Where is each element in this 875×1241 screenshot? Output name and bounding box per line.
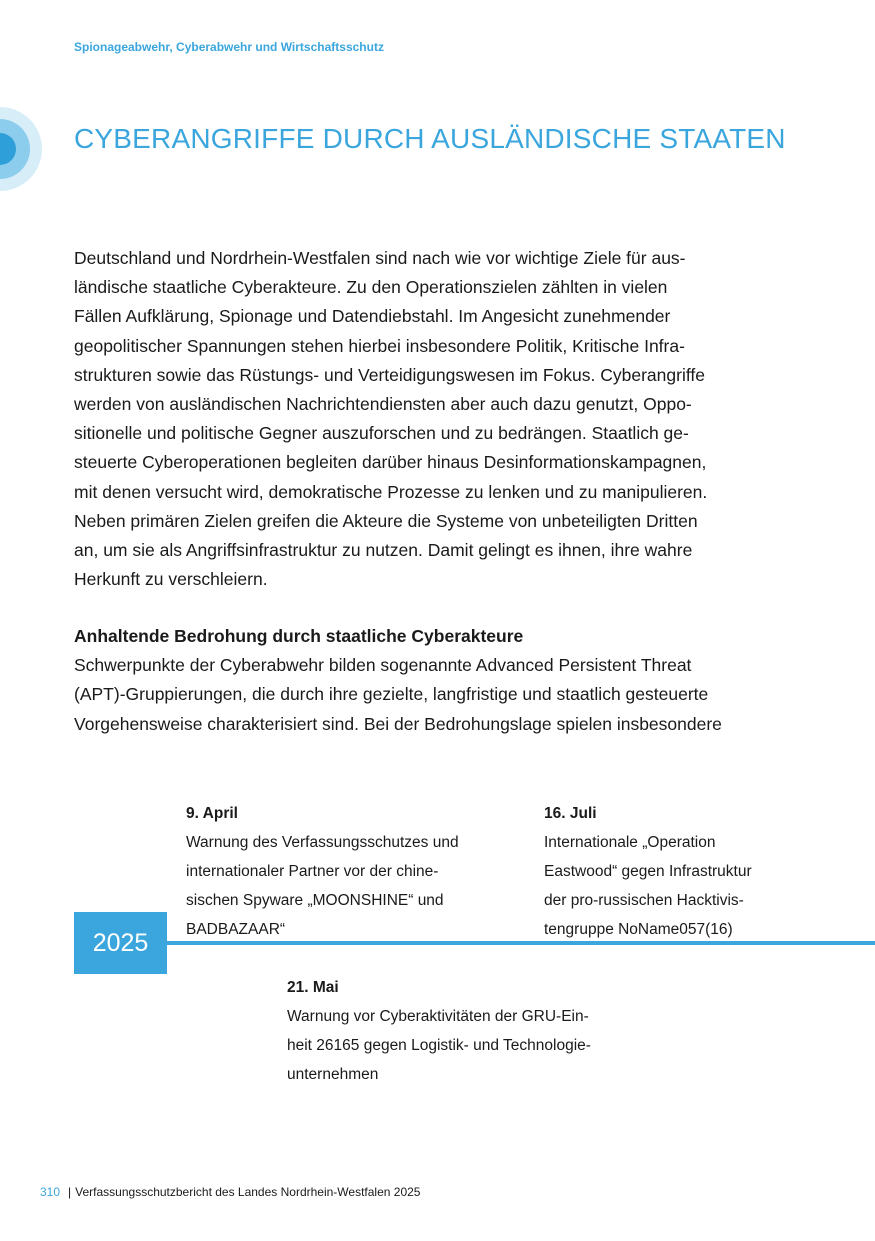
text-line: an, um sie als Angriffsinfrastruktur zu nutzen. Damit gelingt es ihnen, ihre wahre (74, 540, 693, 561)
event-line: sischen Spyware „MOONSHINE“ und (186, 892, 444, 909)
timeline-event-may (287, 973, 647, 1089)
text-line: Schwerpunkte der Cyberabwehr bilden sogenannte Advanced Persistent Threat (74, 655, 692, 676)
page-number: 310 (40, 1185, 61, 1199)
text-line: mit denen versucht wird, demokratische Prozesse zu lenken und zu manipulieren. (74, 481, 708, 502)
section-heading: Anhaltende Bedrohung durch staatliche Cyberakteure (74, 626, 524, 646)
timeline-event-april (186, 799, 516, 944)
intro-paragraph (74, 244, 814, 594)
event-line: tengruppe NoName057(16) (544, 921, 733, 938)
text-line: Vorgehensweise charakterisiert sind. Bei der Bedrohungslage spielen insbesondere (74, 713, 722, 734)
text-line: sitionelle und politische Gegner auszuforschen und zu bedrängen. Staatlich ge- (74, 423, 689, 444)
section-apt-threat (74, 622, 814, 739)
event-line: Eastwood“ gegen Infrastruktur (544, 863, 752, 880)
text-line: ländische staatliche Cyberakteure. Zu den Operationszielen zählten in vielen (74, 277, 668, 298)
event-line: unternehmen (287, 1066, 379, 1083)
text-line: werden von ausländischen Nachrichtendiensten aber auch dazu genutzt, Oppo- (74, 394, 692, 415)
event-line: heit 26165 gegen Logistik- und Technologie- (287, 1037, 591, 1054)
text-line: geopolitischer Spannungen stehen hierbei insbesondere Politik, Kritische Infra- (74, 335, 685, 356)
event-line: Internationale „Operation (544, 834, 716, 851)
running-head: Spionageabwehr, Cyberabwehr und Wirtschaftsschutz (74, 40, 384, 54)
event-date: 21. Mai (287, 979, 339, 996)
event-line: BADBAZAAR“ (186, 921, 286, 938)
text-line: Herkunft zu verschleiern. (74, 569, 268, 590)
timeline-event-july (544, 799, 844, 944)
timeline-year-badge: 2025 (74, 912, 167, 974)
event-date: 9. April (186, 805, 238, 822)
page-title: CYBERANGRIFFE DURCH AUSLÄNDISCHE STAATEN (74, 123, 786, 154)
event-line: Warnung vor Cyberaktivitäten der GRU-Ein- (287, 1008, 589, 1025)
page-footer (40, 1185, 420, 1199)
event-line: Warnung des Verfassungsschutzes und (186, 834, 459, 851)
event-line: internationaler Partner vor der chine- (186, 863, 439, 880)
text-line: Deutschland und Nordrhein-Westfalen sind nach wie vor wichtige Ziele für aus- (74, 248, 686, 268)
footer-title: Verfassungsschutzbericht des Landes Nordrhein-Westfalen 2025 (75, 1185, 421, 1199)
footer-separator: | (68, 1185, 72, 1199)
text-line: (APT)-Gruppierungen, die durch ihre gezielte, langfristige und staatlich gesteuerte (74, 684, 709, 705)
text-line: Fällen Aufklärung, Spionage und Datendiebstahl. Im Angesicht zunehmender (74, 306, 671, 327)
text-line: Neben primären Zielen greifen die Akteure die Systeme von unbeteiligten Dritten (74, 510, 698, 531)
text-line: strukturen sowie das Rüstungs- und Verteidigungswesen im Fokus. Cyberangriffe (74, 364, 705, 385)
event-line: der pro-russischen Hacktivis- (544, 892, 744, 909)
text-line: steuerte Cyberoperationen begleiten darüber hinaus Desinformationskampagnen, (74, 452, 707, 473)
event-date: 16. Juli (544, 805, 597, 822)
